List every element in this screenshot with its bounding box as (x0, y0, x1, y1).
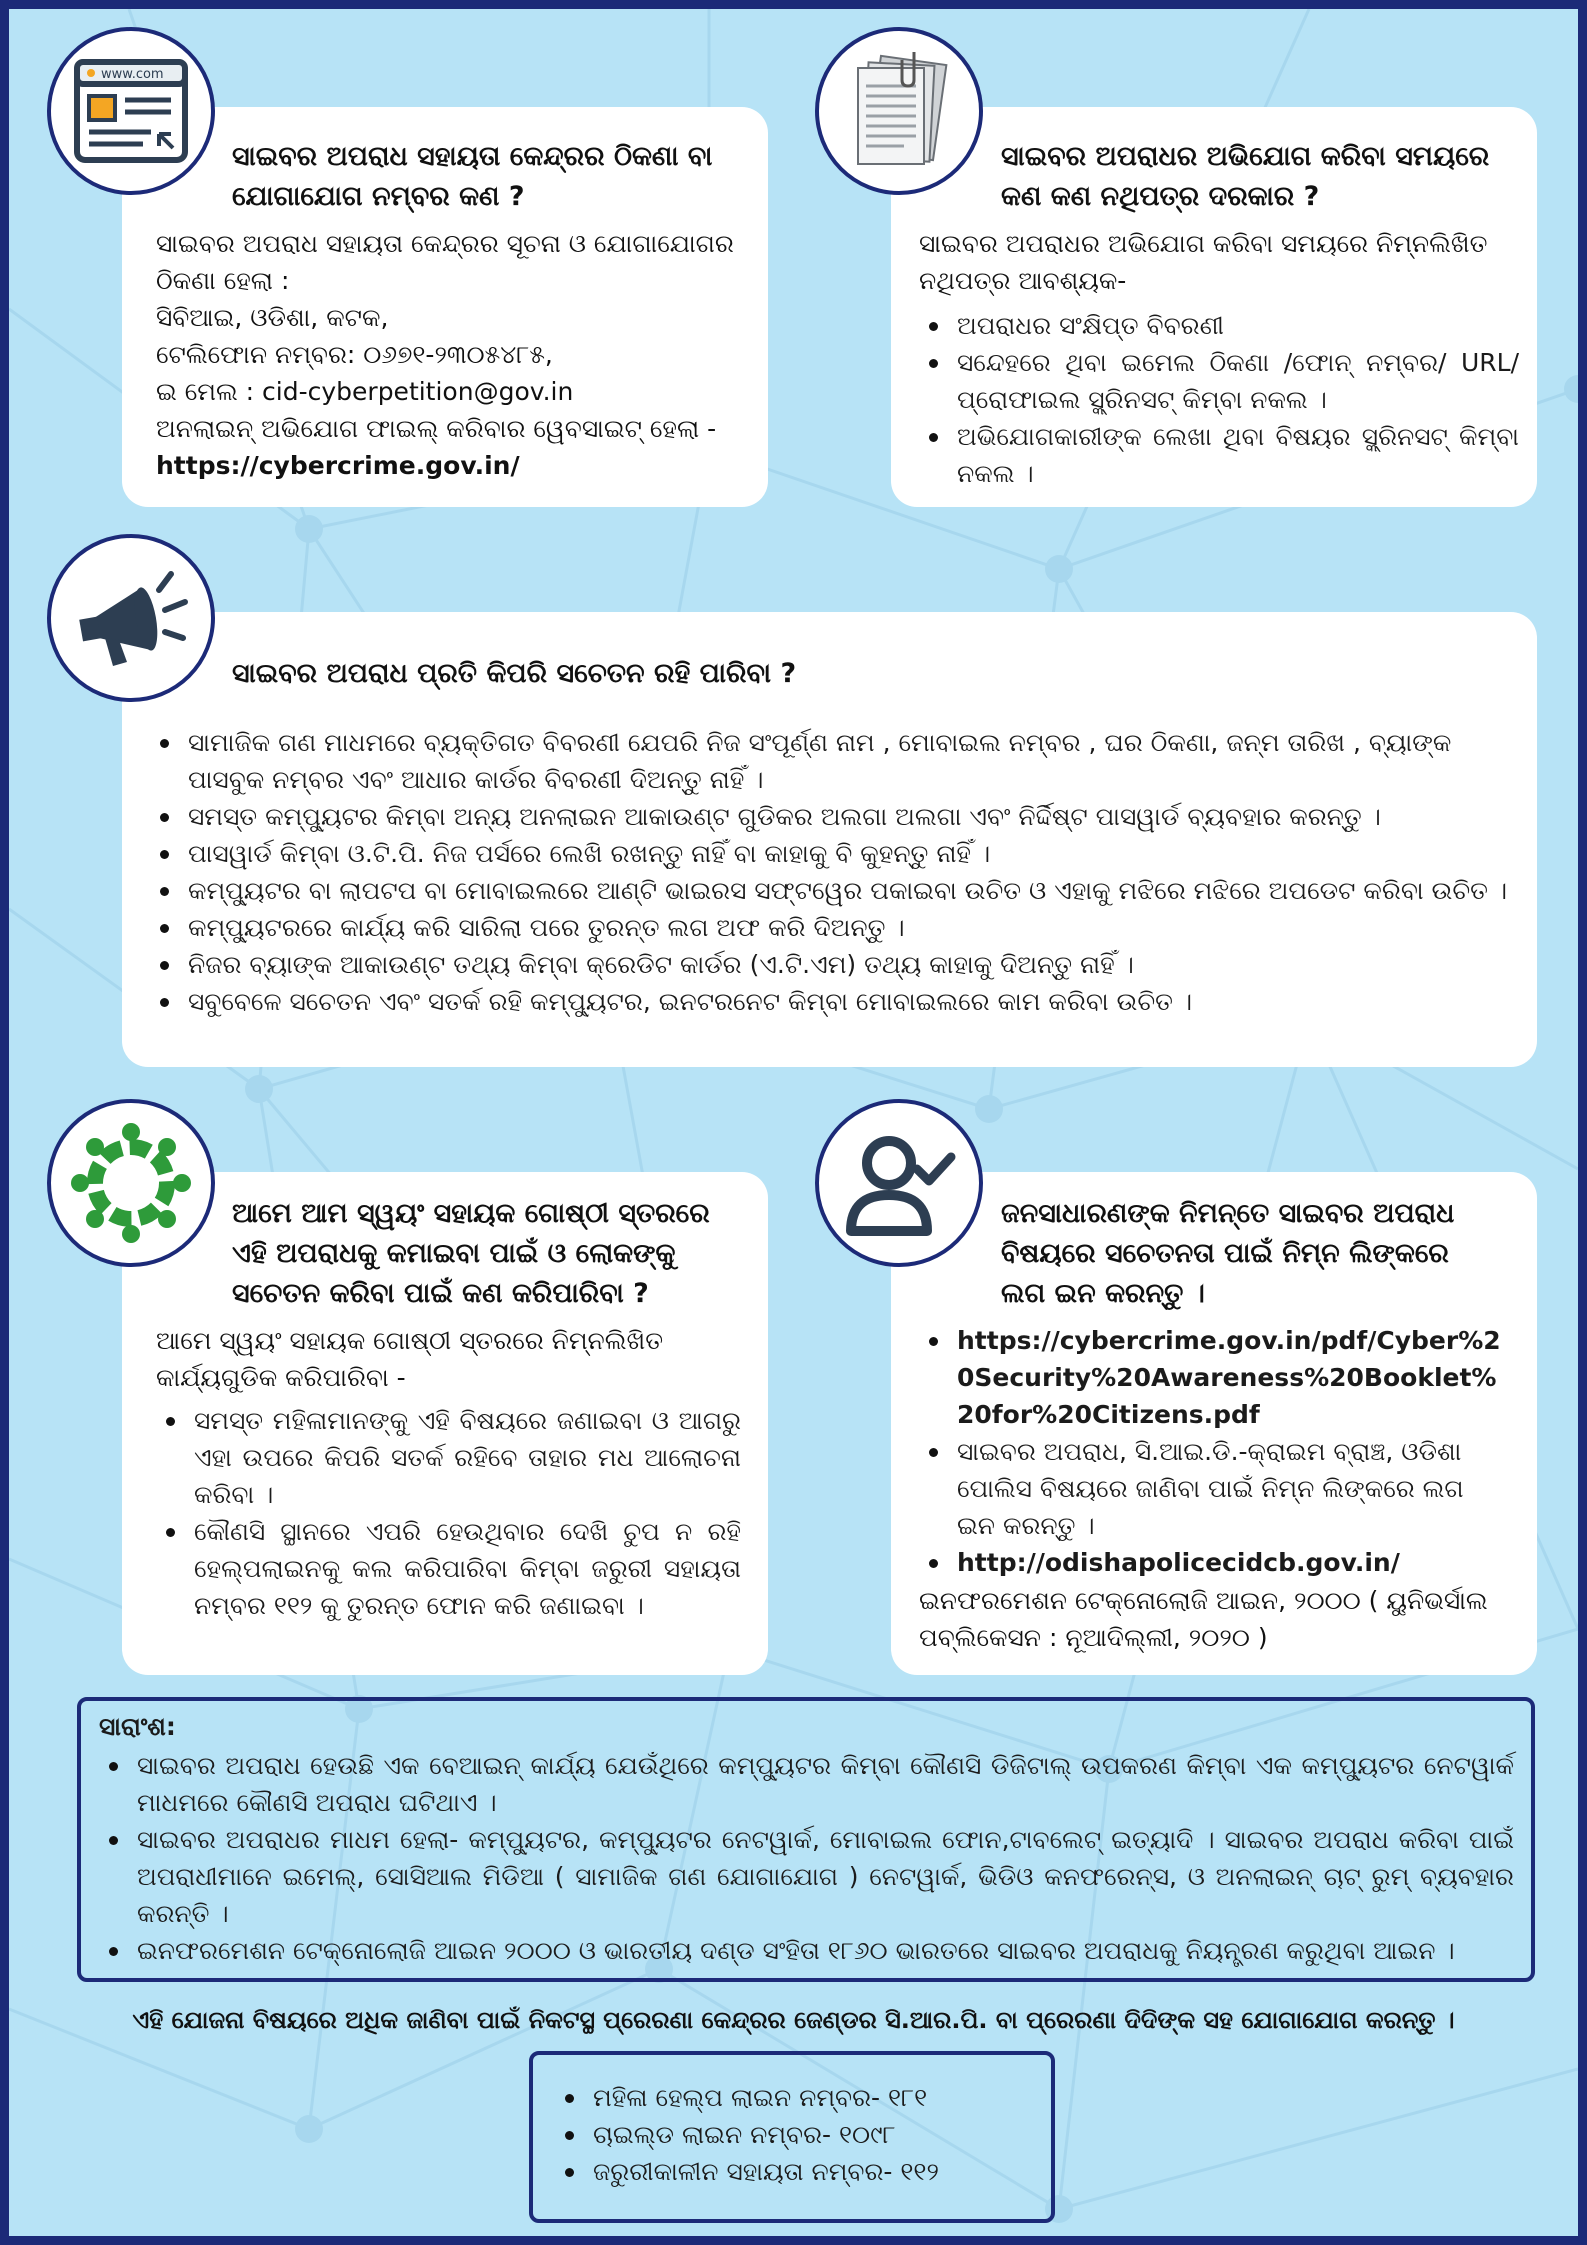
list-item: ସମସ୍ତ କମ୍ପ୍ୟୁଟର କିମ୍ବା ଅନ୍ୟ ଅନଲାଇନ ଆକାଉଣ୍ଟ ଗୁଡିକର ଅଲଗା ଅଲଗା ଏବଂ ନିର୍ଦ୍ଦିଷ୍ଟ ପାସୱାର୍ଡ ବ୍ୟବହାର କରନ୍ତୁ । (150, 798, 1520, 835)
contact-info-card (122, 107, 768, 507)
list-item: ପାସୱାର୍ଡ କିମ୍ବା ଓ.ଟି.ପି. ନିଜ ପର୍ସରେ ଲେଖି ରଖନ୍ତୁ ନାହିଁ ବା କାହାକୁ ବି କୁହନ୍ତୁ ନାହିଁ । (150, 835, 1520, 872)
reference-note: ଇନଫରମେଶନ ଟେକ୍ନୋଲୋଜି ଆଇନ, ୨୦୦୦ ( ୟୁନିଭର୍ସାଲ ପବ୍ଲିକେସନ : ନୂଆଦିଲ୍ଲୀ, ୨୦୨୦ ) (919, 1586, 1488, 1652)
list-item: କମ୍ପ୍ୟୁଟରରେ କାର୍ଯ୍ୟ କରି ସାରିଲା ପରେ ତୁରନ୍ତ ଲଗ ଅଫ କରି ଦିଅନ୍ତୁ । (150, 909, 1520, 946)
webpage-icon (47, 27, 215, 195)
list-item: ସବୁବେଳେ ସଚେତନ ଏବଂ ସତର୍କ ରହି କମ୍ପ୍ୟୁଟର, ଇନଟରନେଟ କିମ୍ବା ମୋବାଇଲରେ କାମ କରିବା ଉଚିତ । (150, 983, 1520, 1020)
card-intro: ସାଇବର ଅପରାଧର ଅଭିଯୋଗ କରିବା ସମୟରେ ନିମ୍ନଲିଖିତ ନଥିପତ୍ର ଆବଶ୍ୟକ- (919, 229, 1488, 295)
awareness-links-card (891, 1172, 1537, 1675)
tips-list (150, 724, 1520, 1020)
summary-heading: ସାରାଂଶ: (99, 1712, 176, 1741)
documents-icon (815, 27, 983, 195)
list-item: ଅଭିଯୋଗକାରୀଙ୍କ ଲେଖା ଥିବା ବିଷୟର ସ୍କ୍ରିନସଟ୍ କିମ୍ବା ନକଲ । (919, 418, 1519, 492)
list-item: ନିଜର ବ୍ୟାଙ୍କ ଆକାଉଣ୍ଟ ତଥ୍ୟ କିମ୍ବା କ୍ରେଡିଟ କାର୍ଡର (ଏ.ଟି.ଏମ) ତଥ୍ୟ କାହାକୁ ଦିଅନ୍ତୁ ନାହିଁ । (150, 946, 1520, 983)
list-item: କମ୍ପ୍ୟୁଟର ବା ଲାପଟପ ବା ମୋବାଇଲରେ ଆଣ୍ଟି ଭାଇରସ ସଫ୍ଟୱେର ପକାଇବା ଉଚିତ ଓ ଏହାକୁ ମଝିରେ ମଝିରେ ଅପଡେଟ କରିବା ଉଚିତ । (150, 872, 1520, 909)
awareness-tips-card (122, 612, 1537, 1067)
list-item: ସାଇବର ଅପରାଧର ମାଧମ ହେଲା- କମ୍ପ୍ୟୁଟର, କମ୍ପ୍ୟୁଟର ନେଟୱାର୍କ, ମୋବାଇଲ ଫୋନ,ଟାବଲେଟ୍ ଇତ୍ୟାଦି । ସାଇବର ଅପରାଧ କରିବା ପାଇଁ ଅପରାଧୀମାନେ ଇମେଲ୍, ସୋସିଆଲ ମିଡିଆ ( ସାମାଜିକ ଗଣ ଯୋଗାଯୋଗ ) ନେଟୱାର୍କ, ଭିଡିଓ କନଫରେନ୍ସ, ଓ ଅନଲାଇନ୍ ଚାଟ୍ ରୁମ୍ ବ୍ୟବହାର କରନ୍ତି । (99, 1821, 1514, 1932)
cyber-booklet-link[interactable]: https://cybercrime.gov.in/pdf/Cyber%20Security%20Awareness%20Booklet%20for%20Citizens.pdf (919, 1322, 1509, 1433)
card-body (156, 225, 746, 484)
list-item: ଅପରାଧର ସଂକ୍ଷିପ୍ତ ବିବରଣୀ (919, 307, 1519, 344)
summary-box (77, 1697, 1535, 1982)
website-link[interactable]: https://cybercrime.gov.in/ (156, 451, 520, 480)
list-item: ସାମାଜିକ ଗଣ ମାଧମରେ ବ୍ୟକ୍ତିଗତ ବିବରଣୀ ଯେପରି ନିଜ ସଂପୂର୍ଣ୍ଣ ନାମ , ମୋବାଇଲ ନମ୍ବର , ଘର ଠିକଣା, ଜନ୍ମ ତାରିଖ , ବ୍ୟାଙ୍କ ପାସବୁକ ନମ୍ବର ଏବଂ ଆଧାର କାର୍ଡର ବିବରଣୀ ଦିଅନ୍ତୁ ନାହିଁ । (150, 724, 1520, 798)
women-helpline: ମହିଳା ହେଲ୍ପ ଲାଇନ ନମ୍ବର- ୧୮୧ (555, 2079, 1035, 2116)
phone-line: ଟେଲିଫୋନ ନମ୍ବର: ୦୬୭୧-୨୩୦୫୪୮୫, (156, 340, 553, 369)
list-item: ଇନଫରମେଶନ ଟେକ୍ନୋଲୋଜି ଆଇନ ୨୦୦୦ ଓ ଭାରତୀୟ ଦଣ୍ଡ ସଂହିତା ୧୮୬୦ ଭାରତରେ ସାଇବର ଅପରାଧକୁ ନିୟନ୍ତ୍ରଣ କରୁଥିବା ଆଇନ । (99, 1932, 1514, 1969)
documents-needed-card (891, 107, 1537, 507)
documents-list (919, 307, 1519, 492)
card-intro: ଆମେ ସ୍ୱୟଂ ସହାୟକ ଗୋଷ୍ଠୀ ସ୍ତରରେ ନିମ୍ନଲିଖିତ କାର୍ଯ୍ୟଗୁଡିକ କରିପାରିବା - (156, 1326, 664, 1392)
helplines-list (555, 2079, 1035, 2190)
email-line: ଇ ମେଲ : cid-cyberpetition@gov.in (156, 377, 574, 406)
list-item: ସାଇବର ଅପରାଧ, ସି.ଆଇ.ଡି.-କ୍ରାଇମ ବ୍ରାଞ୍ଚ, ଓଡିଶା ପୋଲିସ ବିଷୟରେ ଜାଣିବା ପାଇଁ ନିମ୍ନ ଲିଙ୍କରେ ଲଗ ଇନ କରନ୍ତୁ । (919, 1433, 1509, 1544)
card-title: ସାଇବର ଅପରାଧ ପ୍ରତି କିପରି ସଚେତନ ରହି ପାରିବା ? (232, 658, 797, 689)
list-item: ସାଇବର ଅପରାଧ ହେଉଛି ଏକ ବେଆଇନ୍ କାର୍ଯ୍ୟ ଯେଉଁଥିରେ କମ୍ପ୍ୟୁଟର କିମ୍ବା କୌଣସି ଡିଜିଟାଲ୍ ଉପକରଣ କିମ୍ବା ଏକ କମ୍ପ୍ୟୁଟର ନେଟୱାର୍କ ମାଧମରେ କୌଣସି ଅପରାଧ ଘଟିଥାଏ । (99, 1747, 1514, 1821)
community-circle-icon (47, 1099, 215, 1267)
summary-list (99, 1747, 1514, 1969)
url-text: www.com (101, 67, 164, 82)
list-item: କୌଣସି ସ୍ଥାନରେ ଏପରି ହେଉଥିବାର ଦେଖି ଚୁପ ନ ରହି ହେଲ୍ପଲାଇନକୁ କଲ କରିପାରିବା କିମ୍ବା ଜରୁରୀ ସହାୟତା ନମ୍ବର ୧୧୨ କୁ ତୁରନ୍ତ ଫୋନ କରି ଜଣାଇବା । (156, 1513, 741, 1624)
child-helpline: ଚାଇଲ୍ଡ ଲାଇନ ନମ୍ବର- ୧୦୯୮ (555, 2116, 1035, 2153)
card-title: ଜନସାଧାରଣଙ୍କ ନିମନ୍ତେ ସାଇବର ଅପରାଧ ବିଷୟରେ ସଚେତନତା ପାଇଁ ନିମ୍ନ ଲିଙ୍କରେ ଲଗ ଇନ କରନ୍ତୁ । (1001, 1198, 1455, 1309)
megaphone-icon (47, 534, 215, 702)
list-item: ସମସ୍ତ ମହିଳାମାନଙ୍କୁ ଏହି ବିଷୟରେ ଜଣାଇବା ଓ ଆଗରୁ ଏହା ଉପରେ କିପରି ସତର୍କ ରହିବେ ତାହାର ମଧ ଆଲୋଚନା କରିବା । (156, 1402, 741, 1513)
emergency-helpline: ଜରୁରୀକାଳୀନ ସହାୟତା ନମ୍ବର- ୧୧୨ (555, 2153, 1035, 2190)
self-help-group-card (122, 1172, 768, 1675)
card-title: ସାଇବର ଅପରାଧ ସହାୟତା କେନ୍ଦ୍ରର ଠିକଣା ବା ଯୋଗାଯୋଗ ନମ୍ବର କଣ ? (232, 141, 713, 212)
cid-website-link[interactable]: http://odishapolicecidcb.gov.in/ (919, 1544, 1509, 1581)
contact-note: ଏହି ଯୋଜନା ବିଷୟରେ ଅଧିକ ଜାଣିବା ପାଇଁ ନିକଟସ୍ଥ ପ୍ରେରଣା କେନ୍ଦ୍ରର ଜେଣ୍ଡର ସି.ଆର.ପି. ବା ପ୍ରେରଣା ଦିଦିଙ୍କ ସହ ଯୋଗାଯୋଗ କରନ୍ତୁ । (132, 2006, 1455, 2034)
user-check-icon (815, 1099, 983, 1267)
card-title: ସାଇବର ଅପରାଧର ଅଭିଯୋଗ କରିବା ସମୟରେ କଣ କଣ ନଥିପତ୍ର ଦରକାର ? (1001, 141, 1490, 212)
helplines-box (529, 2051, 1055, 2223)
address-line: ସିବିଆଇ, ଓଡିଶା, କଟକ, (156, 303, 389, 332)
list-item: ସନ୍ଦେହରେ ଥିବା ଇମେଲ ଠିକଣା /ଫୋନ୍ ନମ୍ବର/ URL/ ପ୍ରୋଫାଇଲ ସ୍କ୍ରିନସଟ୍ କିମ୍ବା ନକଲ । (919, 344, 1519, 418)
links-list (919, 1322, 1509, 1581)
card-title: ଆମେ ଆମ ସ୍ୱୟଂ ସହାୟକ ଗୋଷ୍ଠୀ ସ୍ତରରେ ଏହି ଅପରାଧକୁ କମାଇବା ପାଇଁ ଓ ଲୋକଙ୍କୁ ସଚେତନ କରିବା ପାଇଁ କଣ କରିପାରିବା ? (232, 1198, 710, 1309)
address-intro: ସାଇବର ଅପରାଧ ସହାୟତା କେନ୍ଦ୍ରର ସୂଚନା ଓ ଯୋଗାଯୋଗର ଠିକଣା ହେଲା : (156, 229, 734, 295)
website-intro: ଅନଲାଇନ୍ ଅଭିଯୋଗ ଫାଇଲ୍ କରିବାର ୱେବସାଇଟ୍ ହେଲା - (156, 414, 717, 443)
actions-list (156, 1402, 741, 1624)
